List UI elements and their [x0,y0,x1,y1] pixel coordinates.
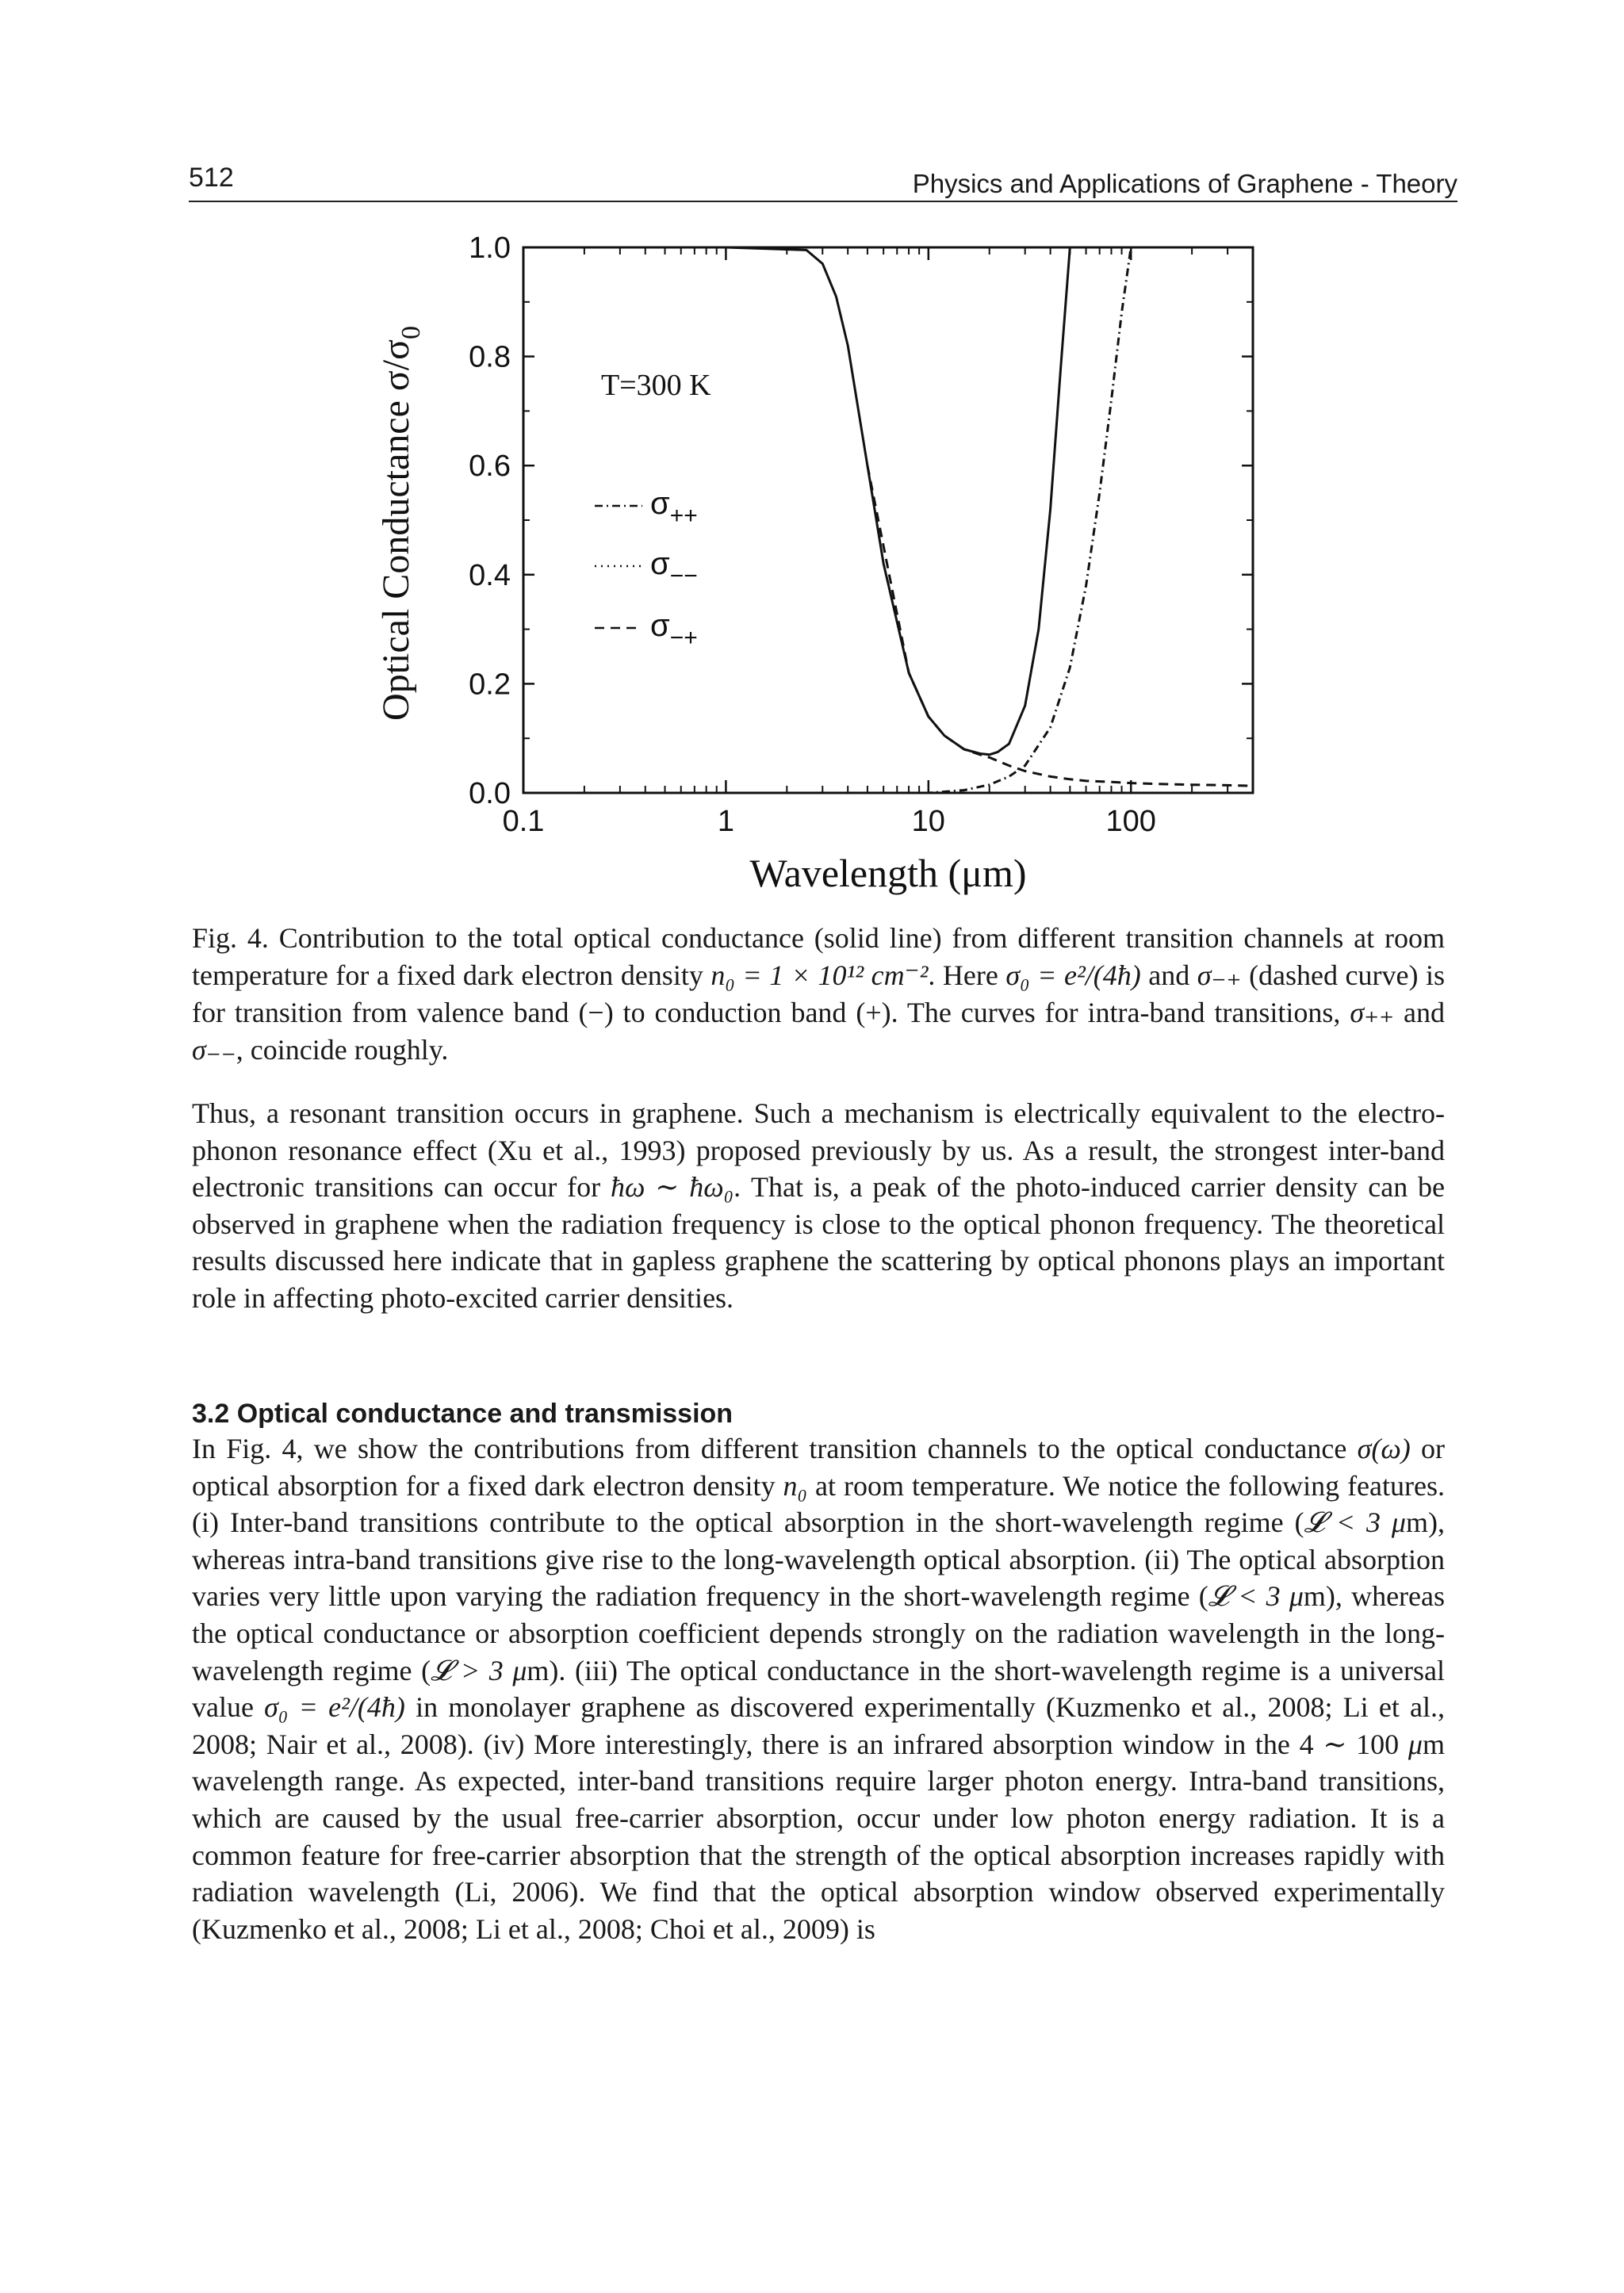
section-heading: 3.2 Optical conductance and transmission [192,1399,733,1429]
y-tick-label: 0.0 [469,777,511,810]
x-tick-labels [503,805,1156,838]
series-line-0 [523,247,1070,755]
paragraph-text: in monolayer graphene as discovered experimentally (Kuzmenko et al., 2008; Li et al., 2008; Nair et al., 2008). (iv) More interestingly, there is an infrared absorption window in the 4 ∼ 100 [192,1691,1445,1760]
x-tick-label: 0.1 [502,805,545,838]
paragraph-text: m wavelength range. As expected, inter-band transitions require larger photon energy. Intra-band transitions, which are caused by the usual free-carrier absorption, occur under low photon energy radiation. It is a common feature for free-carrier absorption that the strength of the optical absorption increases rapidly with radiation wavelength (Li, 2006). We find that the optical absorption window observed experimentally (Kuzmenko et al., 2008; Li et al., 2008; Choi et al., 2009) is [192,1728,1445,1945]
paragraph-math: n₀ [783,1469,808,1502]
x-tick-label: 10 [911,805,945,838]
caption-math: σ₊₊ [1350,997,1395,1028]
paragraph-text: m), whereas the optical conductance or absorption coefficient depends strongly on the radiation wavelength in the long-wavelength regime ( [192,1580,1445,1686]
x-axis-label: Wavelength (μm) [749,851,1027,895]
axis-ticks [523,247,1253,793]
caption-text: (dashed curve) is for transition from valence band (−) to conduction band (+). The curves for intra-band transitions, [192,959,1446,1028]
paragraph-text: or optical absorption for a fixed dark electron density [192,1433,1445,1502]
caption-math: σ₋₋ [192,1034,236,1066]
x-tick-label: 100 [1105,805,1156,838]
paragraph-math: 𝓛 > 3 μ [431,1654,527,1686]
running-header [189,163,1457,202]
paragraph-text: Thus, a resonant transition occurs in graphene. Such a mechanism is electrically equivalent to the electro-phonon resonance effect (Xu et al., 1993) proposed previously by us. As a result, the strongest inter-band electronic transitions can occur for [192,1097,1445,1204]
caption-text: . Here [928,959,1006,991]
paragraph-math: σ₀ = e²/(4ħ) [264,1691,405,1724]
figure-caption [192,920,1445,1069]
legend [595,486,698,651]
caption-math: n₀ = 1 × 10¹² cm⁻² [710,959,929,991]
y-axis-label: Optical Conductance $\sigma/\sigma_0$ [375,326,426,721]
series-layer [523,247,1253,793]
paragraph-text: m). (iii) The optical conductance in the short-wavelength regime is a universal value [192,1654,1445,1724]
caption-text: , coincide roughly. [236,1034,449,1066]
figure-4 [349,222,1285,920]
paragraph-math: 𝓛 < 3 μ [1304,1506,1406,1539]
paragraph-text: at room temperature. We notice the following features. (i) Inter-band transitions contribute to the optical absorption in the short-wavelength regime ( [192,1469,1445,1539]
running-title: Physics and Applications of Graphene - Theory [912,169,1457,198]
caption-math: σ₀ = e²/(4ħ) [1005,959,1141,991]
page-number: 512 [189,163,234,193]
caption-text: Fig. 4. Contribution to the total optical conductance (solid line) from different transition channels at room temperature for a fixed dark electron density [192,922,1445,991]
y-tick-labels [469,232,511,810]
y-tick-label: 0.6 [469,450,511,484]
conductance-chart [349,222,1285,920]
caption-text: and [1140,959,1197,991]
paragraph-math: ħω ∼ ħω₀ [610,1171,734,1204]
caption-math: σ₋₊ [1197,959,1242,991]
series-line-2 [868,465,1253,786]
y-tick-label: 0.4 [469,558,511,592]
y-tick-label: 0.8 [469,340,511,374]
y-tick-label: 1.0 [469,232,511,265]
paragraph-math: 𝓛 < 3 μ [1208,1580,1304,1613]
legend-label-sigma-mp: $\sigma_{-+}$ [650,608,698,651]
plot-frame [523,247,1253,793]
legend-label-sigma-pp: $\sigma_{++}$ [650,486,698,529]
paragraph-math: σ(ω) [1357,1433,1411,1464]
series-line-1 [523,247,1131,793]
temperature-annotation: T=300 K [601,369,711,402]
body-paragraph-1 [192,1095,1445,1317]
legend-label-sigma-mm: $\sigma_{--}$ [650,546,698,589]
caption-text: and [1394,997,1446,1028]
x-tick-label: 1 [717,805,734,838]
paragraph-text: m), whereas intra-band transitions give rise to the long-wavelength optical absorption. (ii) The optical absorption varies very little upon varying the radiation frequency in the short-wavelength regime ( [192,1506,1445,1613]
paragraph-math: μ [1408,1728,1423,1760]
paragraph-text: In Fig. 4, we show the contributions from different transition channels to the optical conductance [192,1433,1358,1464]
body-paragraph-2 [192,1430,1445,1947]
paragraph-text: . That is, a peak of the photo-induced carrier density can be observed in graphene when the radiation frequency is close to the optical phonon frequency. The theoretical results discussed here indicate that in gapless graphene the scattering by optical phonons plays an important role in affecting photo-excited carrier densities. [192,1171,1446,1314]
y-tick-label: 0.2 [469,668,511,702]
y-axis-label-group [375,326,426,721]
